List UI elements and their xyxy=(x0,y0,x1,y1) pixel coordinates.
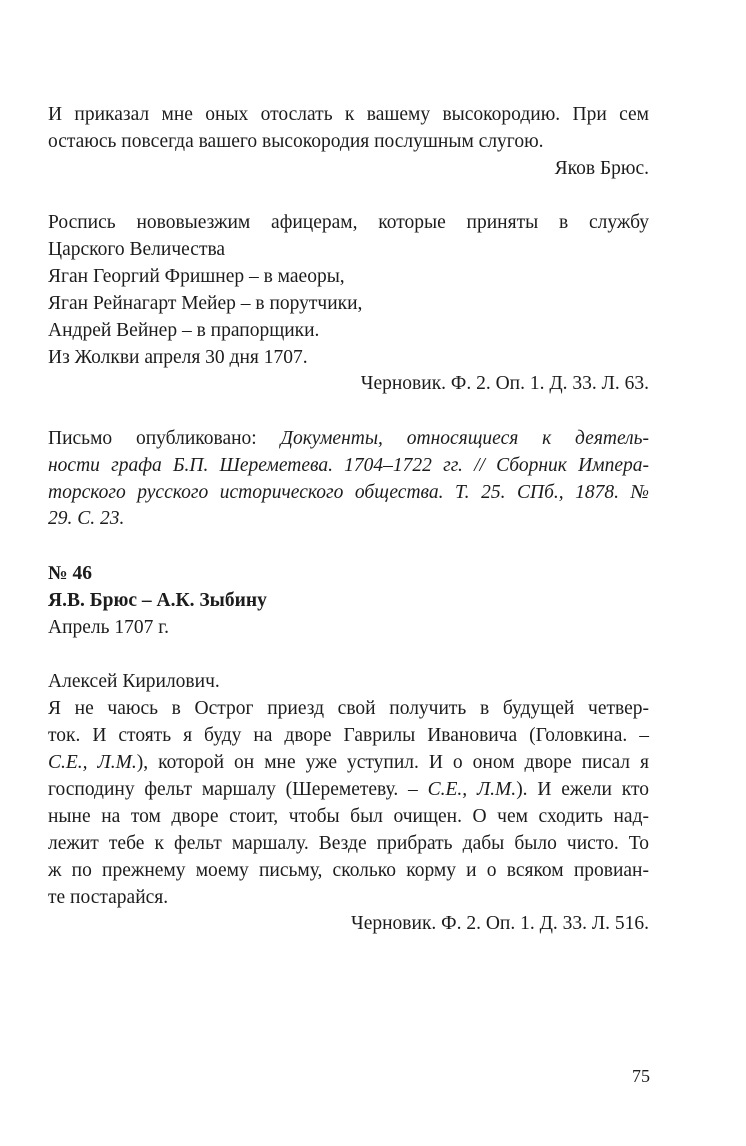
document-date: Апрель 1707 г. xyxy=(48,617,169,638)
roster-heading-line-2: Царского Величества xyxy=(48,239,226,260)
signature: Яков Брюс. xyxy=(554,158,649,179)
publication-title-start: Документы, относящиеся к деятель- xyxy=(280,428,650,449)
letter-body-line-4 xyxy=(48,778,649,802)
editor-initials: С.Е., Л.М. xyxy=(48,752,137,773)
editor-initials: С.Е., Л.М. xyxy=(427,779,517,800)
letter-body-line-2: ток. И стоять я буду на дворе Гаврилы Ивановича (Головкина. – xyxy=(48,725,649,746)
publication-line-3: торского русского исторического общества. Т. 25. СПб., 1878. № xyxy=(48,482,649,503)
roster-item: Андрей Вейнер – в прапорщики. xyxy=(48,320,320,341)
letter-closing-line-1: И приказал мне оных отослать к вашему высокородию. При сем xyxy=(48,104,649,125)
publication-line-4: 29. С. 23. xyxy=(48,508,125,529)
archive-reference: Черновик. Ф. 2. Оп. 1. Д. 33. Л. 63. xyxy=(360,373,649,394)
letter-body-line-1: Я не чаюсь в Острог приезд свой получить в будущей четвер- xyxy=(48,698,649,719)
roster-item: Яган Георгий Фришнер – в маеоры, xyxy=(48,266,345,287)
letter-body-text: ). И ежели кто xyxy=(516,779,649,800)
document-number: № 46 xyxy=(48,563,92,584)
letter-body-line-7: ж по прежнему моему письму, сколько корму и о всяком провиан- xyxy=(48,860,649,881)
letter-body-line-5: ныне на том дворе стоит, чтобы был очищен. О чем сходить над- xyxy=(48,806,649,827)
roster-date: Из Жолкви апреля 30 дня 1707. xyxy=(48,347,308,368)
archive-reference: Черновик. Ф. 2. Оп. 1. Д. 33. Л. 516. xyxy=(351,913,649,934)
letter-body-line-3 xyxy=(48,751,649,775)
document-title: Я.В. Брюс – А.К. Зыбину xyxy=(48,590,267,611)
letter-closing-line-2: остаюсь повсегда вашего высокородия послушным слугою. xyxy=(48,131,544,152)
publication-prefix: Письмо опубликовано: xyxy=(48,428,281,449)
letter-greeting: Алексей Кирилович. xyxy=(48,671,220,692)
letter-body-line-6: лежит тебе к фельт маршалу. Везде прибрать дабы было чисто. То xyxy=(48,833,649,854)
publication-line-1 xyxy=(48,427,649,451)
roster-item: Яган Рейнагарт Мейер – в порутчики, xyxy=(48,293,363,314)
roster-heading-line-1: Роспись нововыезжим афицерам, которые приняты в службу xyxy=(48,212,649,233)
letter-body-line-8: те постарайся. xyxy=(48,887,169,908)
letter-body-text: ), которой он мне уже уступил. И о оном дворе писал я xyxy=(136,752,649,773)
letter-body-text: господину фельт маршалу (Шереметеву. – xyxy=(48,779,428,800)
publication-line-2: ности графа Б.П. Шереметева. 1704–1722 гг. // Сборник Импера- xyxy=(48,455,649,476)
page-number: 75 xyxy=(632,1066,650,1086)
